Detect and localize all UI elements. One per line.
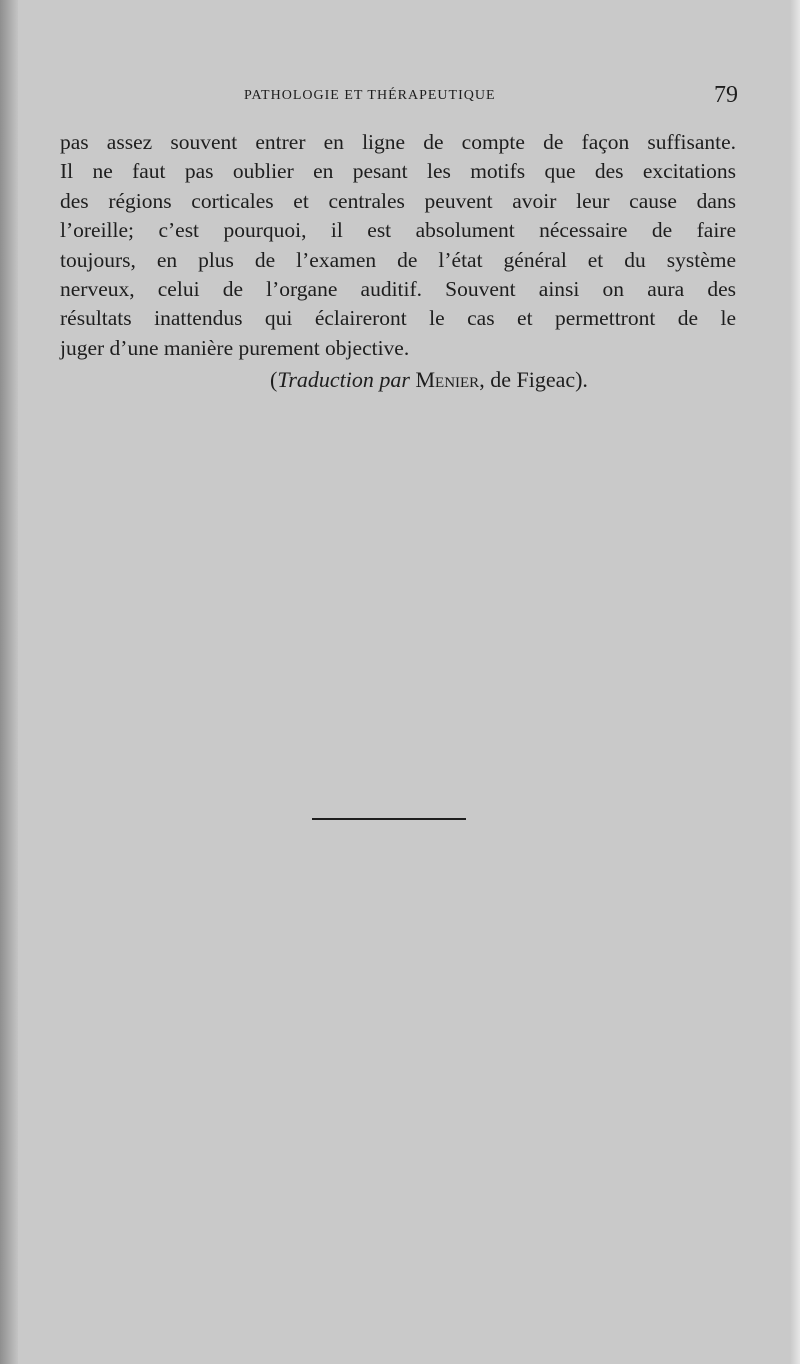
page-number: 79: [714, 82, 738, 108]
running-head: PATHOLOGIE ET THÉRAPEUTIQUE: [244, 88, 496, 103]
text-line: l’oreille; c’est pourquoi, il est absolument nécessaire de faire: [60, 218, 736, 243]
translation-label: Traduction par: [277, 367, 410, 392]
text-line: juger d’une manière purement objective.: [60, 335, 410, 360]
section-end-rule: [312, 818, 466, 820]
translator-location: , de Figeac).: [479, 367, 588, 392]
translation-attribution: [270, 367, 588, 393]
page-binding-shadow: [0, 0, 18, 1364]
page-edge: [790, 0, 800, 1364]
body-paragraph: [60, 128, 736, 363]
attribution-open-paren: (: [270, 367, 278, 392]
text-line: résultats inattendus qui éclaireront le cas et permettront de le: [60, 306, 736, 331]
text-line: nerveux, celui de l’organe auditif. Souvent ainsi on aura des: [60, 277, 736, 302]
page-header: [58, 82, 738, 112]
text-line: Il ne faut pas oublier en pesant les motifs que des excitations: [60, 159, 736, 184]
text-line: pas assez souvent entrer en ligne de compte de façon suffisante.: [60, 130, 736, 154]
text-line: toujours, en plus de l’examen de l’état général et du système: [60, 247, 736, 272]
text-line: des régions corticales et centrales peuvent avoir leur cause dans: [60, 188, 736, 213]
translator-name: Menier: [415, 367, 480, 392]
